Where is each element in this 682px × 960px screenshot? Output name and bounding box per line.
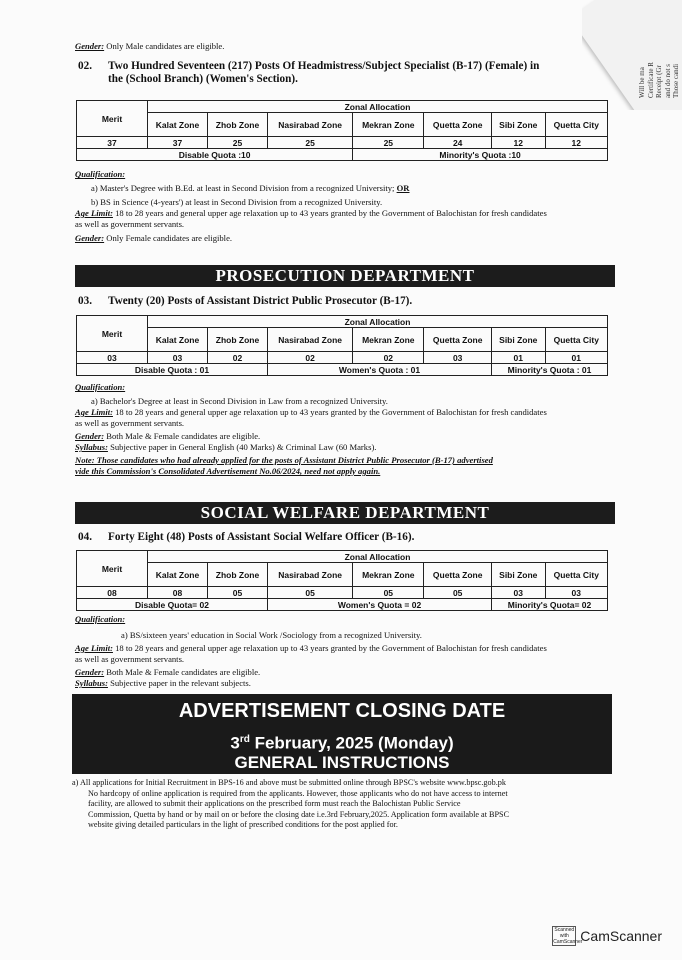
minority-quota: Minority's Quota : 01 — [492, 364, 608, 376]
post-03-title: Twenty (20) Posts of Assistant District Public Prosecutor (B-17). — [108, 295, 413, 307]
age-limit — [75, 407, 620, 418]
post-03-number: 03. — [78, 295, 92, 307]
header-nasirabad: Nasirabad Zone — [268, 328, 353, 352]
value-sibi: 01 — [492, 352, 546, 364]
syllabus-label: Syllabus: — [75, 678, 108, 688]
zonal-table-02 — [76, 100, 608, 161]
header-sibi: Sibi Zone — [492, 328, 546, 352]
qualification-a: a) Bachelor's Degree at least in Second Division in Law from a recognized University. — [91, 396, 388, 406]
header-sibi: Sibi Zone — [492, 563, 546, 587]
age-text: 18 to 28 years and general upper age relaxation up to 43 years granted by the Government of Balochistan for fresh candidates — [115, 407, 547, 417]
header-zhob: Zhob Zone — [208, 113, 268, 137]
women-quota: Women's Quota = 02 — [268, 599, 492, 611]
header-quetta-zone: Quetta Zone — [424, 113, 492, 137]
closing-date-rest: February, 2025 (Monday) — [249, 733, 454, 753]
age-limit — [75, 208, 620, 219]
age-text: 18 to 28 years and general upper age relaxation up to 43 years granted by the Government of Balochistan for fresh candidates — [115, 643, 547, 653]
age-label: Age Limit: — [75, 208, 113, 218]
age-text: 18 to 28 years and general upper age relaxation up to 43 years granted by the Government of Balochistan for fresh candidates — [115, 208, 547, 218]
zonal-header: Zonal Allocation — [148, 316, 608, 328]
value-sibi: 12 — [492, 137, 546, 149]
zonal-header: Zonal Allocation — [148, 101, 608, 113]
camscanner-brand: CamScanner — [580, 928, 662, 944]
gender-text: Only Female candidates are eligible. — [106, 233, 233, 243]
header-kalat: Kalat Zone — [148, 563, 208, 587]
age-text-2: as well as government servants. — [75, 654, 185, 664]
value-quetta-city: 12 — [545, 137, 607, 149]
corner-text: Will be ma — [638, 67, 646, 98]
instruction-line: Commission, Quetta by hand or by mail on or before the closing date i.e.3rd February,2025. Application form available at BPSC — [88, 809, 510, 819]
social-welfare-department-banner: SOCIAL WELFARE DEPARTMENT — [75, 502, 615, 524]
header-merit: Merit — [77, 551, 148, 587]
value-kalat: 37 — [148, 137, 208, 149]
disable-quota: Disable Quota= 02 — [77, 599, 268, 611]
qualification-b: b) BS in Science (4-years') at least in Second Division from a recognized University. — [91, 197, 383, 207]
header-mekran: Mekran Zone — [353, 113, 424, 137]
camscanner-watermark — [552, 926, 662, 946]
header-quetta-zone: Quetta Zone — [424, 328, 492, 352]
corner-text: Those candi — [672, 63, 680, 98]
value-nasirabad: 25 — [268, 137, 353, 149]
header-merit: Merit — [77, 316, 148, 352]
closing-date-day: 3 — [230, 733, 240, 753]
value-quetta-city: 03 — [545, 587, 607, 599]
post-04-number: 04. — [78, 531, 92, 543]
header-quetta-city: Quetta City — [545, 113, 607, 137]
header-kalat: Kalat Zone — [148, 113, 208, 137]
qualification-a: a) BS/sixteen years' education in Social Work /Sociology from a recognized University. — [121, 630, 422, 640]
value-nasirabad: 05 — [268, 587, 353, 599]
value-merit: 37 — [77, 137, 148, 149]
age-label: Age Limit: — [75, 643, 113, 653]
post-04-details — [75, 614, 620, 689]
value-merit: 03 — [77, 352, 148, 364]
post-04-title: Forty Eight (48) Posts of Assistant Social Welfare Officer (B-16). — [108, 531, 415, 543]
header-kalat: Kalat Zone — [148, 328, 208, 352]
header-nasirabad: Nasirabad Zone — [268, 563, 353, 587]
instruction-line: a) All applications for Initial Recruitment in BPS-16 and above must be submitted online through BPSC's website www.bpsc.gob.pk — [72, 778, 506, 787]
value-sibi: 03 — [492, 587, 546, 599]
age-label: Age Limit: — [75, 407, 113, 417]
syllabus-label: Syllabus: — [75, 442, 108, 452]
gender-line — [75, 431, 620, 442]
gender-text: Both Male & Female candidates are eligible. — [106, 667, 261, 677]
value-zhob: 02 — [208, 352, 268, 364]
header-merit: Merit — [77, 101, 148, 137]
instruction-line: website giving detailed particulars in the light of prescribed conditions for the post applied for. — [88, 820, 398, 829]
qualification-label: Qualification: — [75, 614, 126, 624]
gender-text: Only Male candidates are eligible. — [106, 41, 225, 51]
qualification-a — [75, 183, 620, 194]
value-quetta-city: 01 — [545, 352, 607, 364]
age-limit — [75, 643, 620, 654]
syllabus-text: Subjective paper in the relevant subjects. — [110, 678, 251, 688]
corner-text: and do not s — [663, 63, 672, 98]
corner-text: Certificate R — [646, 62, 655, 98]
top-gender-line — [75, 41, 224, 52]
syllabus-line — [75, 678, 620, 689]
header-sibi: Sibi Zone — [492, 113, 546, 137]
post-03-details — [75, 382, 620, 477]
folded-corner — [582, 0, 682, 110]
zonal-table-03 — [76, 315, 608, 376]
header-mekran: Mekran Zone — [353, 563, 424, 587]
age-text-2: as well as government servants. — [75, 418, 185, 428]
minority-quota: Minority's Quota :10 — [353, 149, 608, 161]
value-nasirabad: 02 — [268, 352, 353, 364]
value-merit: 08 — [77, 587, 148, 599]
corner-text: Receipt (Gr — [655, 65, 663, 98]
value-zhob: 25 — [208, 137, 268, 149]
age-text-2: as well as government servants. — [75, 219, 185, 229]
instruction-line: facility, are allowed to submit their applications on the prescribed form must reach the Balochistan Public Service — [88, 799, 461, 808]
qualification-label: Qualification: — [75, 169, 126, 179]
header-nasirabad: Nasirabad Zone — [268, 113, 353, 137]
header-zhob: Zhob Zone — [208, 563, 268, 587]
post-02-details — [75, 169, 620, 244]
syllabus-text: Subjective paper in General English (40 Marks) & Criminal Law (60 Marks). — [110, 442, 377, 452]
header-zhob: Zhob Zone — [208, 328, 268, 352]
value-mekran: 25 — [353, 137, 424, 149]
disable-quota: Disable Quota : 01 — [77, 364, 268, 376]
disable-quota: Disable Quota :10 — [77, 149, 353, 161]
women-quota: Women's Quota : 01 — [268, 364, 492, 376]
qualification-a-text: a) Master's Degree with B.Ed. at least in Second Division from a recognized University; — [91, 183, 395, 193]
value-kalat: 08 — [148, 587, 208, 599]
closing-date — [72, 729, 612, 755]
general-instructions-title: GENERAL INSTRUCTIONS — [234, 753, 450, 772]
value-quetta-zone: 24 — [424, 137, 492, 149]
gender-text: Both Male & Female candidates are eligible. — [106, 431, 261, 441]
value-zhob: 05 — [208, 587, 268, 599]
value-kalat: 03 — [148, 352, 208, 364]
post-02-title-line2: the (School Branch) (Women's Section). — [108, 73, 298, 85]
qualification-or: OR — [396, 183, 410, 193]
value-mekran: 02 — [353, 352, 424, 364]
value-quetta-zone: 05 — [424, 587, 492, 599]
header-quetta-city: Quetta City — [545, 563, 607, 587]
value-quetta-zone: 03 — [424, 352, 492, 364]
post-02-title-line1: Two Hundred Seventeen (217) Posts Of Headmistress/Subject Specialist (B-17) (Female) in — [108, 60, 540, 72]
gender-label: Gender: — [75, 667, 105, 677]
gender-line — [75, 233, 620, 244]
header-quetta-zone: Quetta Zone — [424, 563, 492, 587]
zonal-header: Zonal Allocation — [148, 551, 608, 563]
gender-label: Gender: — [75, 41, 105, 51]
gender-label: Gender: — [75, 431, 105, 441]
qualification-label: Qualification: — [75, 382, 126, 392]
instruction-line: No hardcopy of online application is required from the applicants. However, those applicants who do not have access to internet — [88, 788, 508, 798]
syllabus-line — [75, 442, 620, 453]
note-line-1: Note: Those candidates who had already applied for the posts of Assistant District Public Prosecutor (B-17) advertised — [75, 455, 493, 465]
closing-date-suffix: rd — [239, 734, 250, 745]
note-line-2: vide this Commission's Consolidated Advertisement No.06/2024, need not apply again. — [75, 466, 381, 476]
camscanner-logo-text: Scanned with CamScanner — [553, 927, 583, 945]
zonal-table-04 — [76, 550, 608, 611]
value-mekran: 05 — [353, 587, 424, 599]
header-mekran: Mekran Zone — [353, 328, 424, 352]
instruction-a — [72, 778, 622, 831]
prosecution-department-banner: PROSECUTION DEPARTMENT — [75, 265, 615, 287]
post-02-number: 02. — [78, 60, 92, 72]
gender-label: Gender: — [75, 233, 105, 243]
gender-line — [75, 667, 620, 678]
post-02-title — [108, 60, 628, 86]
minority-quota: Minority's Quota= 02 — [492, 599, 608, 611]
header-quetta-city: Quetta City — [545, 328, 607, 352]
camscanner-logo — [552, 926, 583, 946]
closing-date-title: ADVERTISEMENT CLOSING DATE — [178, 700, 506, 722]
